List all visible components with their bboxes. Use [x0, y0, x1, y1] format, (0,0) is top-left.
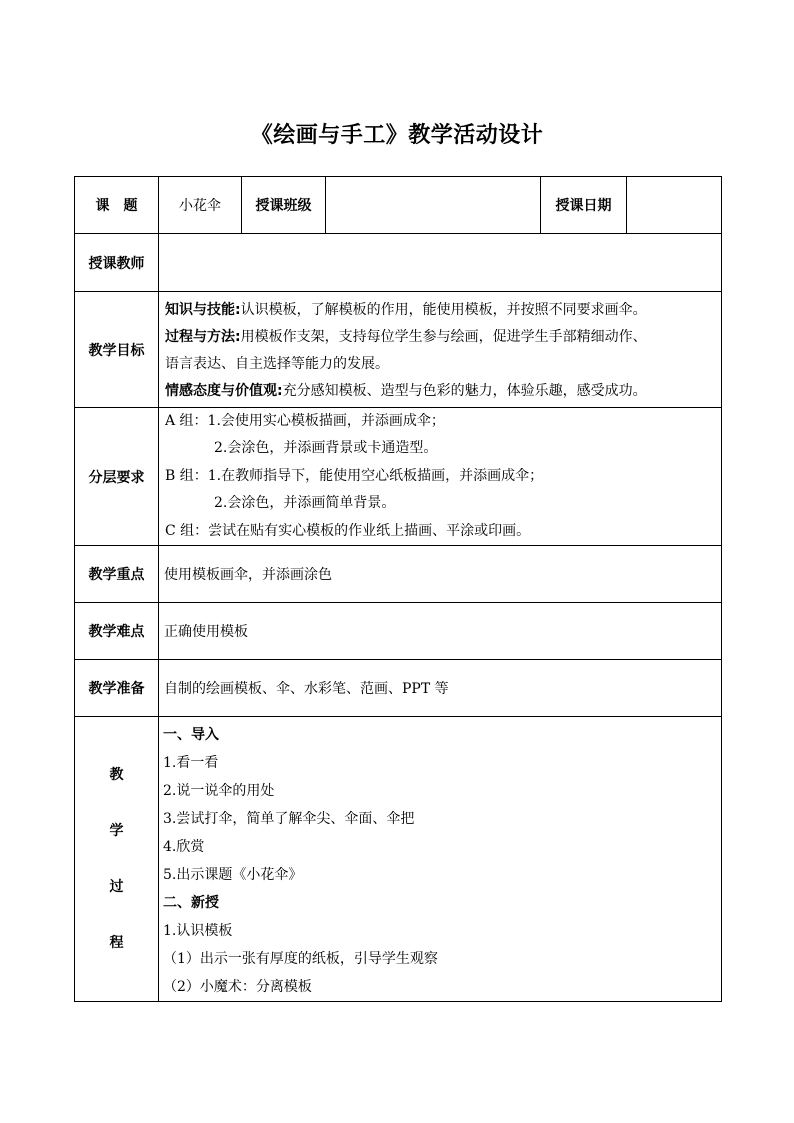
- process-label-char: 过: [109, 879, 124, 896]
- class-label: 授课班级: [242, 177, 326, 234]
- process-line: 1.看一看: [163, 755, 219, 772]
- process-label-char: 学: [109, 823, 124, 840]
- preparation-row: [75, 660, 722, 717]
- process-line: 4.欣赏: [163, 839, 205, 856]
- lesson-plan-table: [74, 176, 722, 1002]
- preparation-label: 教学准备: [75, 660, 159, 717]
- difficulty-label: 教学难点: [75, 603, 159, 660]
- level-line: B 组：1.在教师指导下，能使用空心纸板描画，并添画成伞；: [165, 467, 544, 484]
- objective-line: 过程与方法:用模板作支架，支持每位学生参与绘画，促进学生手部精细动作、: [165, 328, 647, 345]
- level-line: 2.会涂色，并添画简单背景。: [214, 495, 396, 512]
- process-row: [75, 717, 722, 1002]
- process-line: （2）小魔术：分离模板: [163, 979, 312, 996]
- topic-value: 小花伞: [159, 177, 242, 234]
- date-value: [627, 177, 722, 234]
- process-content: [159, 717, 722, 1002]
- difficulty-value: 正确使用模板: [159, 603, 722, 660]
- level-line: C 组：尝试在贴有实心模板的作业纸上描画、平涂或印画。: [165, 522, 531, 539]
- key-point-label: 教学重点: [75, 546, 159, 603]
- objectives-row: [75, 292, 722, 408]
- process-label: [75, 717, 159, 1002]
- objective-line: 语言表达、自主选择等能力的发展。: [165, 355, 389, 372]
- header-row: [75, 177, 722, 234]
- process-line: （1）出示一张有厚度的纸板，引导学生观察: [163, 951, 438, 968]
- teacher-label: 授课教师: [75, 234, 159, 292]
- process-label-char: 程: [109, 935, 124, 952]
- date-label: 授课日期: [541, 177, 627, 234]
- levels-label: 分层要求: [75, 408, 159, 546]
- process-label-char: 教: [109, 767, 124, 784]
- level-line: A 组：1.会使用实心模板描画，并添画成伞；: [165, 413, 445, 429]
- process-line: 2.说一说伞的用处: [163, 783, 275, 800]
- objectives-label: 教学目标: [75, 292, 159, 408]
- class-value: [326, 177, 541, 234]
- teacher-row: [75, 234, 722, 292]
- level-line: 2.会涂色，并添画背景或卡通造型。: [214, 440, 438, 457]
- page-title: 《绘画与手工》教学活动设计: [250, 123, 544, 148]
- process-heading: 一、导入: [163, 727, 219, 744]
- teacher-value: [159, 234, 722, 292]
- levels-row: [75, 408, 722, 546]
- objectives-content: [159, 292, 722, 408]
- difficulty-row: [75, 603, 722, 660]
- objective-line: 知识与技能:认识模板，了解模板的作用，能使用模板，并按照不同要求画伞。: [165, 301, 647, 318]
- preparation-value: 自制的绘画模板、伞、水彩笔、范画、PPT 等: [159, 660, 722, 717]
- objective-line: 情感态度与价值观:充分感知模板、造型与色彩的魅力，体验乐趣，感受成功。: [165, 382, 647, 399]
- levels-content: [159, 408, 722, 546]
- process-line: 1.认识模板: [163, 923, 233, 940]
- topic-label: 课 题: [75, 177, 159, 234]
- key-point-value: 使用模板画伞，并添画涂色: [159, 546, 722, 603]
- process-line: 3.尝试打伞，简单了解伞尖、伞面、伞把: [163, 811, 415, 828]
- process-heading: 二、新授: [163, 895, 219, 912]
- process-line: 5.出示课题《小花伞》: [163, 867, 303, 884]
- key-point-row: [75, 546, 722, 603]
